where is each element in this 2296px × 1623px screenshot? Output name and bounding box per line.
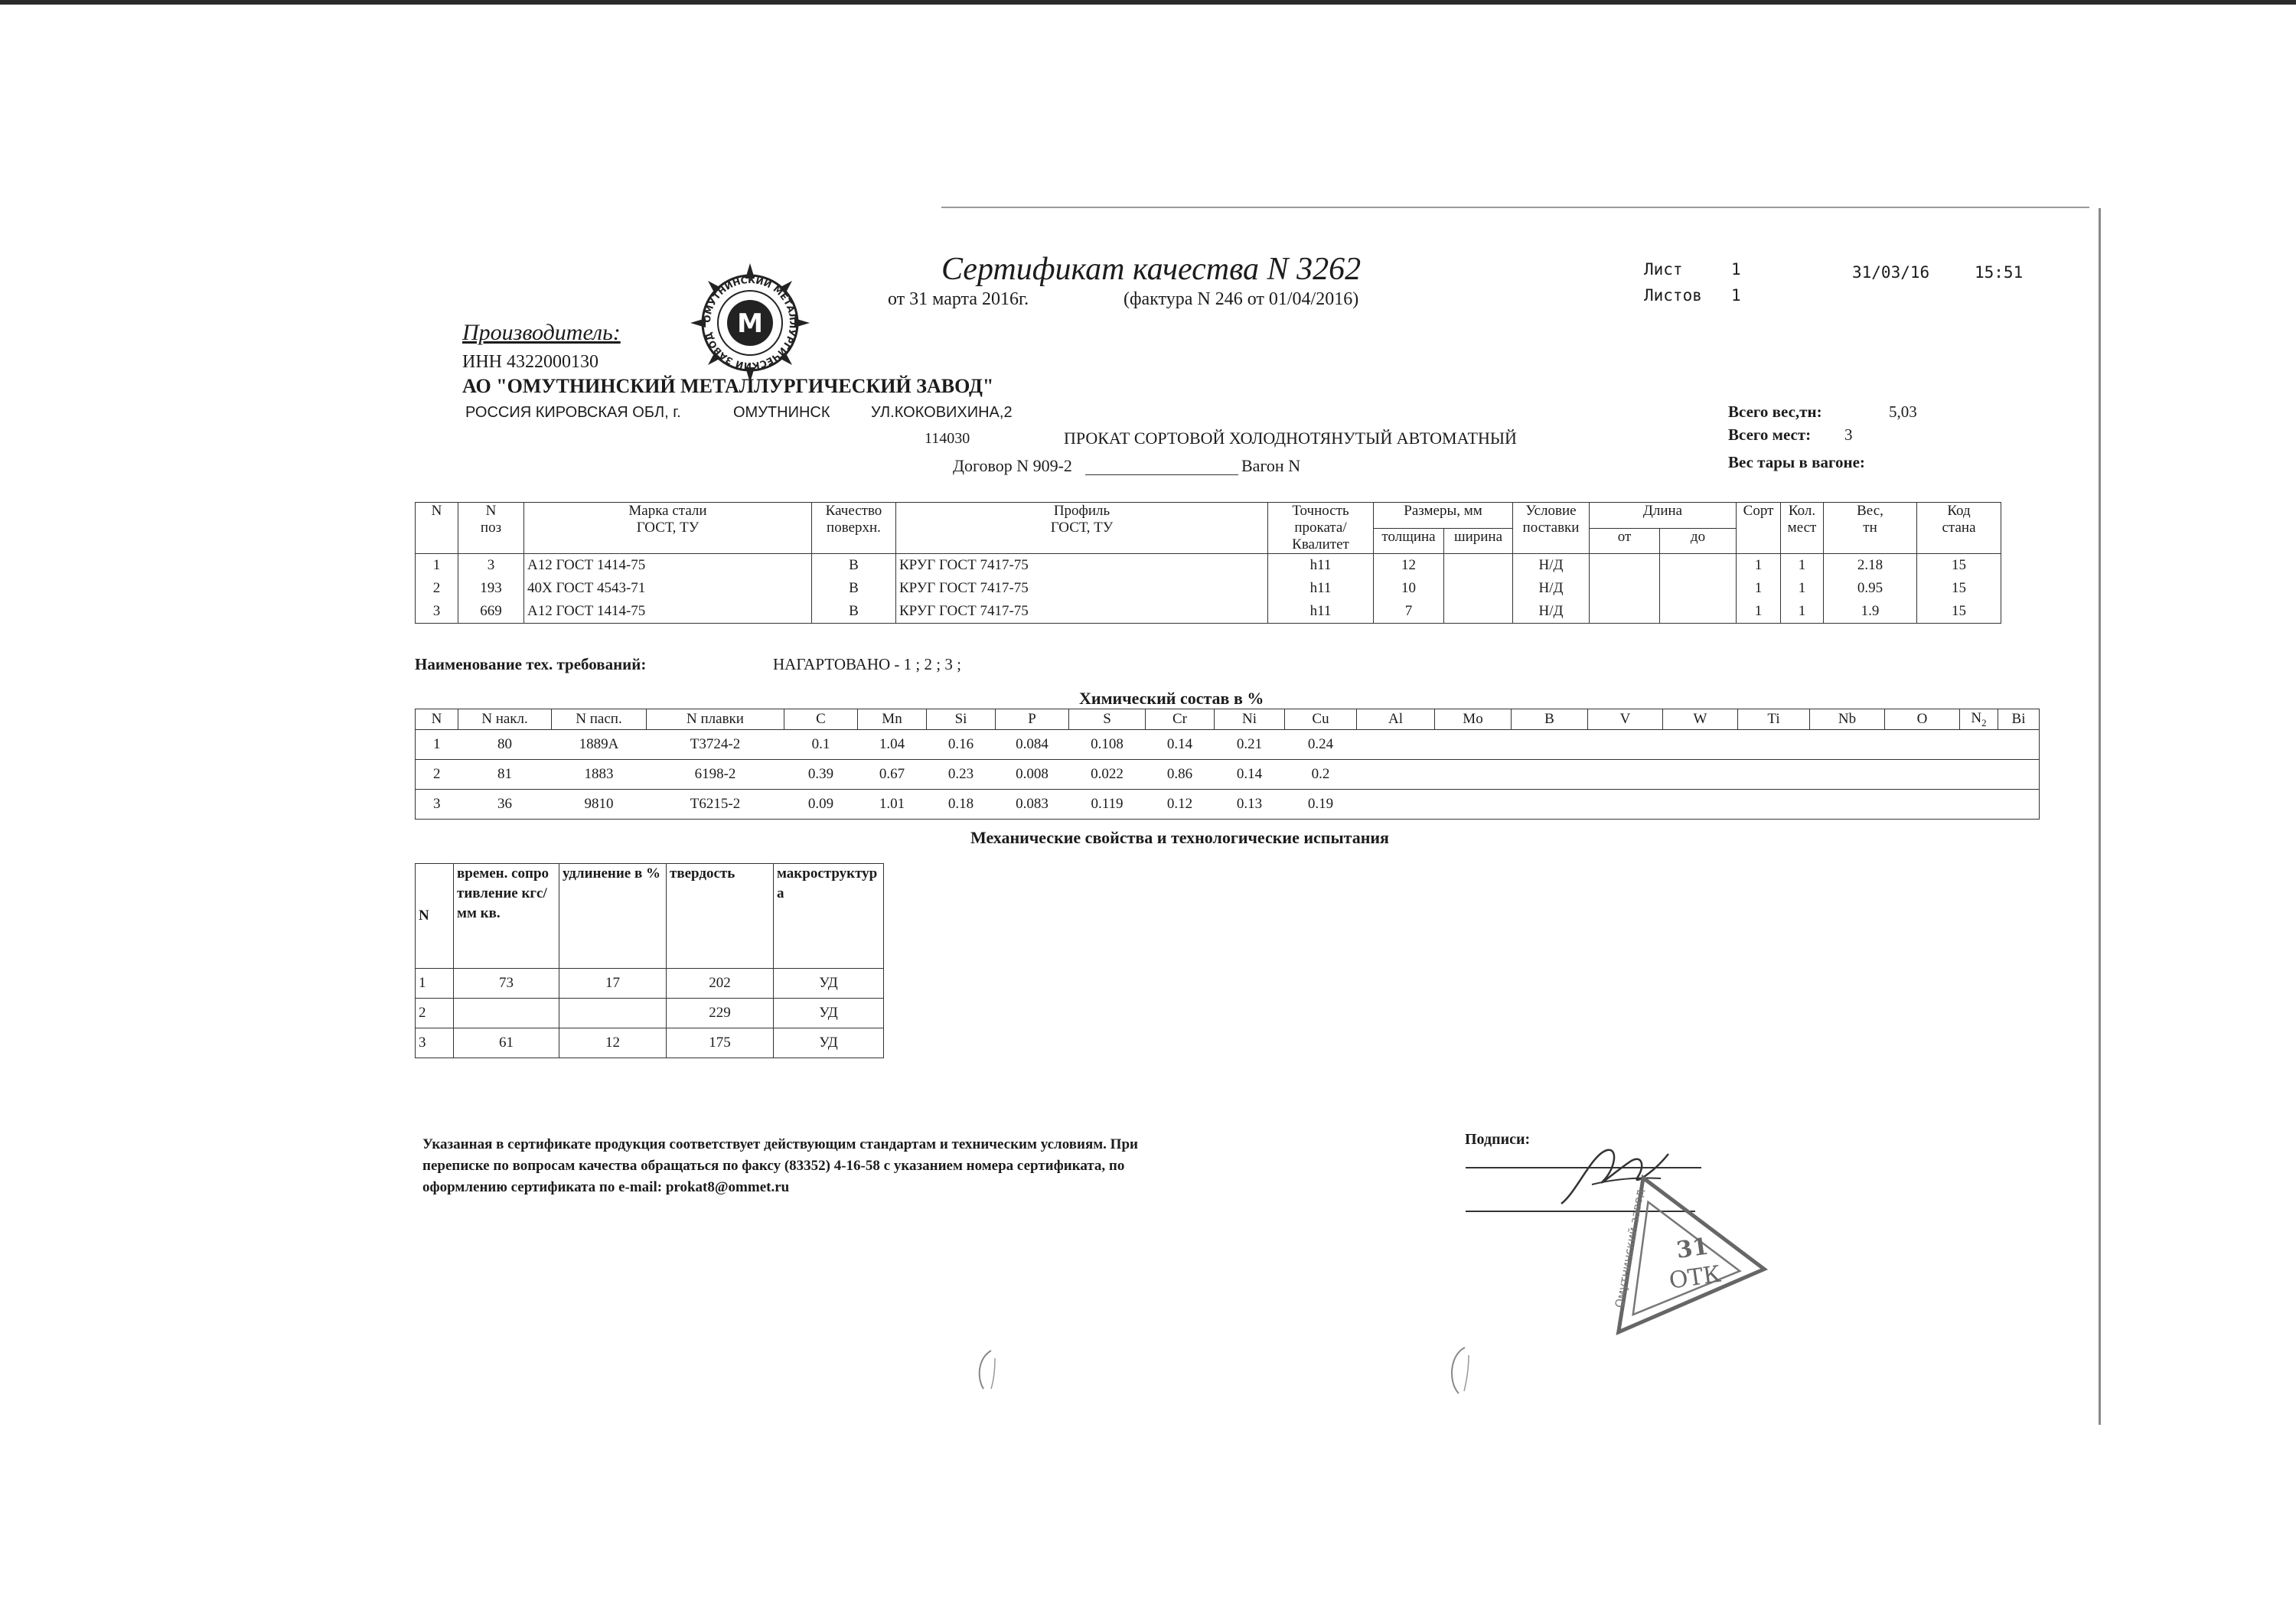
sheet-number: 1	[1731, 260, 1741, 279]
tech-requirements-value: НАГАРТОВАНО - 1 ; 2 ; 3 ;	[773, 655, 961, 673]
stamp-org: Омутнинский завод	[1612, 1188, 1647, 1309]
chem-header-nb: Nb	[1810, 709, 1885, 730]
tare-weight-label: Вес тары в вагоне:	[1728, 453, 1865, 471]
cell-sort: 1	[1737, 577, 1781, 600]
chem-header-n-pasp: N пасп.	[552, 709, 647, 730]
cell-poz: 3	[458, 554, 524, 578]
mech-header-elongation: удлинение в %	[559, 864, 667, 969]
header-delivery: Условие поставки	[1513, 503, 1590, 554]
header-to: до	[1660, 528, 1737, 554]
cell-qty: 1	[1781, 600, 1824, 624]
header-from: от	[1590, 528, 1660, 554]
table-row	[416, 577, 2001, 600]
cell-al	[1357, 730, 1435, 760]
cell-thickness: 7	[1374, 600, 1444, 624]
chem-header-p: P	[996, 709, 1069, 730]
table-row	[416, 999, 884, 1028]
cell-ni: 0.13	[1215, 790, 1285, 820]
table-row	[416, 730, 2040, 760]
cell-grade: А12 ГОСТ 1414-75	[524, 600, 812, 624]
cell-cr: 0.86	[1146, 760, 1215, 790]
cell-nb	[1810, 730, 1885, 760]
cell-n2	[1960, 790, 1998, 820]
cell-ti	[1738, 760, 1810, 790]
table-row	[416, 790, 2040, 820]
products-table	[415, 502, 2001, 624]
cell-poz: 193	[458, 577, 524, 600]
cell-s: 0.119	[1069, 790, 1146, 820]
cell-mo	[1435, 760, 1512, 790]
cell-bi	[1998, 730, 2040, 760]
chem-header-mn: Mn	[858, 709, 927, 730]
cell-ti	[1738, 790, 1810, 820]
cell-n-nakl: 80	[458, 730, 552, 760]
total-weight-value: 5,03	[1889, 402, 1917, 421]
cell-c: 0.09	[784, 790, 858, 820]
cell-mill: 15	[1917, 554, 2001, 578]
cell-to	[1660, 600, 1737, 624]
scan-mark-icon	[1443, 1344, 1474, 1397]
cell-mo	[1435, 730, 1512, 760]
invoice-reference: (фактура N 246 от 01/04/2016)	[1124, 289, 1359, 309]
omutninsk-logo-icon	[689, 262, 811, 384]
address-street: УЛ.КОКОВИХИНА,2	[871, 404, 1013, 421]
cell-mn: 0.67	[858, 760, 927, 790]
chem-header-o: O	[1885, 709, 1960, 730]
total-weight-label: Всего вес,тн:	[1728, 402, 1822, 421]
cell-elongation: 12	[559, 1028, 667, 1058]
cell-macro: УД	[774, 999, 884, 1028]
cell-qty: 1	[1781, 577, 1824, 600]
sheet-label: Лист	[1644, 260, 1683, 279]
cell-n2	[1960, 730, 1998, 760]
cell-delivery: Н/Д	[1513, 577, 1590, 600]
cell-grade: 40Х ГОСТ 4543-71	[524, 577, 812, 600]
chemistry-table	[415, 709, 2040, 820]
cell-sort: 1	[1737, 554, 1781, 578]
cell-accuracy: h11	[1268, 600, 1374, 624]
cell-mill: 15	[1917, 600, 2001, 624]
cell-thickness: 10	[1374, 577, 1444, 600]
cell-v	[1588, 730, 1663, 760]
table-row	[416, 600, 2001, 624]
cell-n-pasp: 9810	[552, 790, 647, 820]
cell-thickness: 12	[1374, 554, 1444, 578]
header-width: ширина	[1444, 528, 1513, 554]
signatures-label: Подписи:	[1465, 1131, 1531, 1148]
chem-header-b: B	[1512, 709, 1588, 730]
cell-s: 0.022	[1069, 760, 1146, 790]
cell-surface: В	[812, 600, 896, 624]
cell-accuracy: h11	[1268, 577, 1374, 600]
cell-n: 2	[416, 577, 458, 600]
cell-ni: 0.14	[1215, 760, 1285, 790]
cell-delivery: Н/Д	[1513, 600, 1590, 624]
cell-cu: 0.2	[1285, 760, 1357, 790]
print-date: 31/03/16	[1852, 263, 1930, 282]
cell-s: 0.108	[1069, 730, 1146, 760]
cell-n: 3	[416, 790, 458, 820]
cell-width	[1444, 600, 1513, 624]
cell-macro: УД	[774, 969, 884, 999]
mech-header-hardness: твердость	[667, 864, 774, 969]
address-region: РОССИЯ КИРОВСКАЯ ОБЛ, г.	[465, 404, 681, 421]
cell-si: 0.16	[927, 730, 996, 760]
chem-header-cu: Cu	[1285, 709, 1357, 730]
cell-mill: 15	[1917, 577, 2001, 600]
header-grade: Марка стали ГОСТ, ТУ	[524, 503, 812, 554]
cell-n2	[1960, 760, 1998, 790]
cell-grade: А12 ГОСТ 1414-75	[524, 554, 812, 578]
cell-width	[1444, 554, 1513, 578]
cell-elongation: 17	[559, 969, 667, 999]
print-time: 15:51	[1975, 263, 2024, 282]
producer-inn: ИНН 4322000130	[462, 352, 598, 372]
cell-strength: 73	[454, 969, 559, 999]
cell-from	[1590, 600, 1660, 624]
logo-ring-text: ОМУТНИНСКИЙ МЕТАЛЛУРГИЧЕСКИЙ ЗАВОД	[701, 274, 799, 372]
cell-b	[1512, 760, 1588, 790]
wagon-number: Вагон N	[1241, 456, 1301, 475]
producer-heading: Производитель:	[462, 320, 621, 345]
cell-ni: 0.21	[1215, 730, 1285, 760]
chem-header-n-plavki: N плавки	[647, 709, 784, 730]
cell-si: 0.18	[927, 790, 996, 820]
cell-w	[1663, 790, 1738, 820]
cell-strength	[454, 999, 559, 1028]
cell-o	[1885, 730, 1960, 760]
header-accuracy: Точность проката/ Квалитет	[1268, 503, 1374, 554]
chem-header-si: Si	[927, 709, 996, 730]
cell-n: 1	[416, 554, 458, 578]
table-row	[416, 760, 2040, 790]
mech-header-n: N	[416, 864, 454, 969]
paper-edge-right	[2099, 208, 2101, 1425]
cell-profile: КРУГ ГОСТ 7417-75	[896, 554, 1268, 578]
tech-requirements-label: Наименование тех. требований:	[415, 655, 647, 673]
cell-n: 2	[416, 760, 458, 790]
zip-code: 114030	[925, 430, 970, 447]
cell-v	[1588, 760, 1663, 790]
cell-from	[1590, 554, 1660, 578]
footer-compliance-text: Указанная в сертификате продукция соответствует действующим стандартам и техническим условиям. При переписке по вопросам качества обращаться по факсу (83352) 4-16-58 с указанием номера сертификата, по оформлению сертификата по e-mail: prokat8@ommet.ru	[422, 1136, 1138, 1195]
cell-nb	[1810, 790, 1885, 820]
cell-n-nakl: 36	[458, 790, 552, 820]
cell-n-pasp: 1889А	[552, 730, 647, 760]
cell-p: 0.008	[996, 760, 1069, 790]
cell-weight: 1.9	[1824, 600, 1917, 624]
cell-profile: КРУГ ГОСТ 7417-75	[896, 600, 1268, 624]
cell-o	[1885, 760, 1960, 790]
cell-surface: В	[812, 554, 896, 578]
cell-mo	[1435, 790, 1512, 820]
chem-header-s: S	[1069, 709, 1146, 730]
sheets-count: 1	[1731, 286, 1741, 305]
stamp-number: 31	[1675, 1233, 1711, 1265]
cell-hardness: 175	[667, 1028, 774, 1058]
cell-bi	[1998, 760, 2040, 790]
cell-b	[1512, 730, 1588, 760]
mech-header-macro: макроструктура	[774, 864, 884, 969]
cell-n: 3	[416, 600, 458, 624]
chem-header-bi: Bi	[1998, 709, 2040, 730]
cell-p: 0.083	[996, 790, 1069, 820]
paper-edge-top	[941, 207, 2089, 208]
cell-strength: 61	[454, 1028, 559, 1058]
header-sort: Сорт	[1737, 503, 1781, 554]
certificate-date: от 31 марта 2016г.	[888, 289, 1029, 309]
total-places-value: 3	[1844, 425, 1853, 444]
cell-cu: 0.19	[1285, 790, 1357, 820]
header-n: N	[416, 503, 458, 554]
cell-n-plavki: 6198-2	[647, 760, 784, 790]
chem-header-mo: Mo	[1435, 709, 1512, 730]
producer-company: АО "ОМУТНИНСКИЙ МЕТАЛЛУРГИЧЕСКИЙ ЗАВОД"	[462, 375, 994, 397]
cell-to	[1660, 554, 1737, 578]
chem-header-v: V	[1588, 709, 1663, 730]
cell-poz: 669	[458, 600, 524, 624]
cell-from	[1590, 577, 1660, 600]
chem-header-cr: Cr	[1146, 709, 1215, 730]
cell-al	[1357, 760, 1435, 790]
cell-v	[1588, 790, 1663, 820]
cell-to	[1660, 577, 1737, 600]
scan-mark-icon	[972, 1347, 1003, 1393]
table-row	[416, 554, 2001, 578]
cell-mn: 1.01	[858, 790, 927, 820]
cell-cr: 0.12	[1146, 790, 1215, 820]
cell-hardness: 229	[667, 999, 774, 1028]
address-city: ОМУТНИНСК	[733, 404, 830, 421]
cell-cr: 0.14	[1146, 730, 1215, 760]
header-n-poz: N поз	[458, 503, 524, 554]
chem-header-ni: Ni	[1215, 709, 1285, 730]
cell-n: 3	[416, 1028, 454, 1058]
chem-header-n: N	[416, 709, 458, 730]
table-row	[416, 969, 884, 999]
cell-profile: КРУГ ГОСТ 7417-75	[896, 577, 1268, 600]
cell-n: 2	[416, 999, 454, 1028]
cell-weight: 0.95	[1824, 577, 1917, 600]
mech-header-strength: времен. сопротивление кгс/мм кв.	[454, 864, 559, 969]
mechanical-table	[415, 863, 884, 1058]
cell-c: 0.39	[784, 760, 858, 790]
mechanical-title: Механические свойства и технологические испытания	[970, 828, 1389, 847]
header-weight: Вес, тн	[1824, 503, 1917, 554]
scan-top-edge	[0, 0, 2296, 5]
contract-number: Договор N 909-2	[953, 456, 1072, 475]
cell-si: 0.23	[927, 760, 996, 790]
header-surface: Качество поверхн.	[812, 503, 896, 554]
contract-underline	[1085, 474, 1238, 475]
cell-al	[1357, 790, 1435, 820]
chem-header-n-nakl: N накл.	[458, 709, 552, 730]
cell-o	[1885, 790, 1960, 820]
header-profile: Профиль ГОСТ, ТУ	[896, 503, 1268, 554]
chem-header-al: Al	[1357, 709, 1435, 730]
cell-ti	[1738, 730, 1810, 760]
otk-stamp-icon	[1561, 1152, 1783, 1343]
header-mill: Код стана	[1917, 503, 2001, 554]
cell-n-plavki: Т3724-2	[647, 730, 784, 760]
chem-header-c: C	[784, 709, 858, 730]
cell-qty: 1	[1781, 554, 1824, 578]
cell-p: 0.084	[996, 730, 1069, 760]
chemistry-title: Химический состав в %	[1079, 689, 1264, 708]
cell-n-nakl: 81	[458, 760, 552, 790]
total-places-label: Всего мест:	[1728, 425, 1812, 444]
header-qty: Кол. мест	[1781, 503, 1824, 554]
cell-b	[1512, 790, 1588, 820]
header-sizes: Размеры, мм	[1374, 503, 1513, 529]
cell-w	[1663, 760, 1738, 790]
certificate-title: Сертификат качества N 3262	[941, 252, 1362, 287]
chem-header-ti: Ti	[1738, 709, 1810, 730]
cell-n-pasp: 1883	[552, 760, 647, 790]
cell-mn: 1.04	[858, 730, 927, 760]
cell-n: 1	[416, 730, 458, 760]
cell-w	[1663, 730, 1738, 760]
cell-bi	[1998, 790, 2040, 820]
product-name: ПРОКАТ СОРТОВОЙ ХОЛОДНОТЯНУТЫЙ АВТОМАТНЫЙ	[1064, 429, 1517, 448]
cell-macro: УД	[774, 1028, 884, 1058]
header-length: Длина	[1590, 503, 1737, 529]
cell-c: 0.1	[784, 730, 858, 760]
cell-n-plavki: Т6215-2	[647, 790, 784, 820]
chem-header-w: W	[1663, 709, 1738, 730]
sheets-label: Листов	[1644, 286, 1702, 305]
cell-hardness: 202	[667, 969, 774, 999]
cell-sort: 1	[1737, 600, 1781, 624]
table-row	[416, 1028, 884, 1058]
cell-n: 1	[416, 969, 454, 999]
header-thickness: толщина	[1374, 528, 1444, 554]
cell-delivery: Н/Д	[1513, 554, 1590, 578]
cell-elongation	[559, 999, 667, 1028]
cell-nb	[1810, 760, 1885, 790]
cell-accuracy: h11	[1268, 554, 1374, 578]
cell-surface: В	[812, 577, 896, 600]
cell-cu: 0.24	[1285, 730, 1357, 760]
logo-letter: М	[737, 308, 763, 339]
chem-header-n2: $N_2$	[1960, 709, 1998, 730]
stamp-dept: ОТК	[1667, 1260, 1723, 1295]
cell-width	[1444, 577, 1513, 600]
cell-weight: 2.18	[1824, 554, 1917, 578]
